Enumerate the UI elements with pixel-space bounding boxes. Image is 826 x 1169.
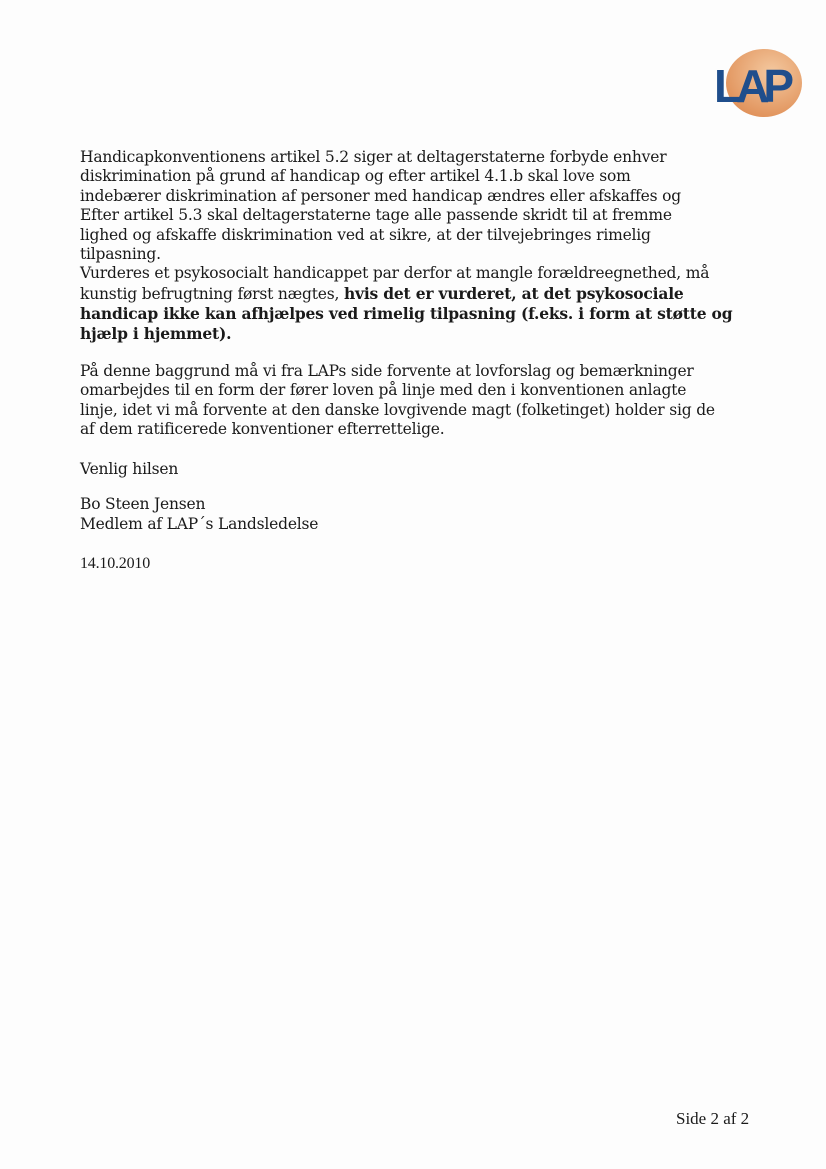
- spacer: [80, 534, 760, 554]
- paragraph-line: indebærer diskrimination af personer med handicap ændres eller afskaffes og: [80, 186, 681, 205]
- emphasis-text: hvis det er vurderet, at det psykosociale: [343, 283, 684, 303]
- date-text: 14.10.2010: [80, 554, 151, 572]
- paragraph-line: Handicapkonventionens artikel 5.2 siger at deltagerstaterne forbyde enhver: [80, 148, 667, 166]
- signature-block: [80, 495, 760, 534]
- paragraph-assessment: [80, 264, 760, 343]
- paragraph-line: linje, idet vi må forvente at den danske lovgivende magt (folketinget) holder sig de: [80, 400, 715, 419]
- paragraph-line: Efter artikel 5.3 skal deltagerstaterne tage alle passende skridt til at fremme: [80, 206, 672, 225]
- paragraph-line: diskrimination på grund af handicap og efter artikel 4.1.b skal love som: [80, 167, 631, 186]
- paragraph-article-5-2: [80, 148, 760, 264]
- paragraph-line: tilpasning.: [80, 245, 161, 264]
- page-number: Side 2 af 2: [676, 1109, 750, 1128]
- paragraph-line: lighed og afskaffe diskrimination ved at sikre, at der tilvejebringes rimelig: [80, 225, 651, 244]
- logo-text: LAP: [714, 60, 788, 112]
- paragraph-text: kunstig befrugtning først nægtes,: [80, 284, 344, 303]
- emphasis-line: handicap ikke kan afhjælpes ved rimelig tilpasning (f.eks. i form at støtte og: [80, 304, 733, 324]
- paragraph-line: [80, 284, 760, 304]
- spacer: [80, 343, 760, 362]
- paragraph-line: omarbejdes til en form der fører loven på linje med den i konventionen anlagte: [80, 381, 687, 400]
- closing-text: Venlig hilsen: [80, 459, 179, 478]
- paragraph-line: På denne baggrund må vi fra LAPs side forvente at lovforslag og bemærkninger: [80, 362, 694, 381]
- signature-title: Medlem af LAP´s Landsledelse: [80, 514, 319, 533]
- closing-greeting: [80, 460, 760, 479]
- lap-logo: [712, 46, 804, 120]
- signature-name: Bo Steen Jensen: [80, 495, 206, 514]
- spacer: [80, 440, 760, 456]
- spacer: [80, 479, 760, 495]
- paragraph-expectation: [80, 362, 760, 440]
- paragraph-line: af dem ratificerede konventioner efterrettelige.: [80, 420, 445, 439]
- emphasis-line: hjælp i hjemmet).: [80, 323, 232, 343]
- letter-date: [80, 554, 760, 573]
- paragraph-line: Vurderes et psykosocialt handicappet par derfor at mangle forældreegnethed, må: [80, 264, 710, 283]
- letter-body: [80, 148, 760, 573]
